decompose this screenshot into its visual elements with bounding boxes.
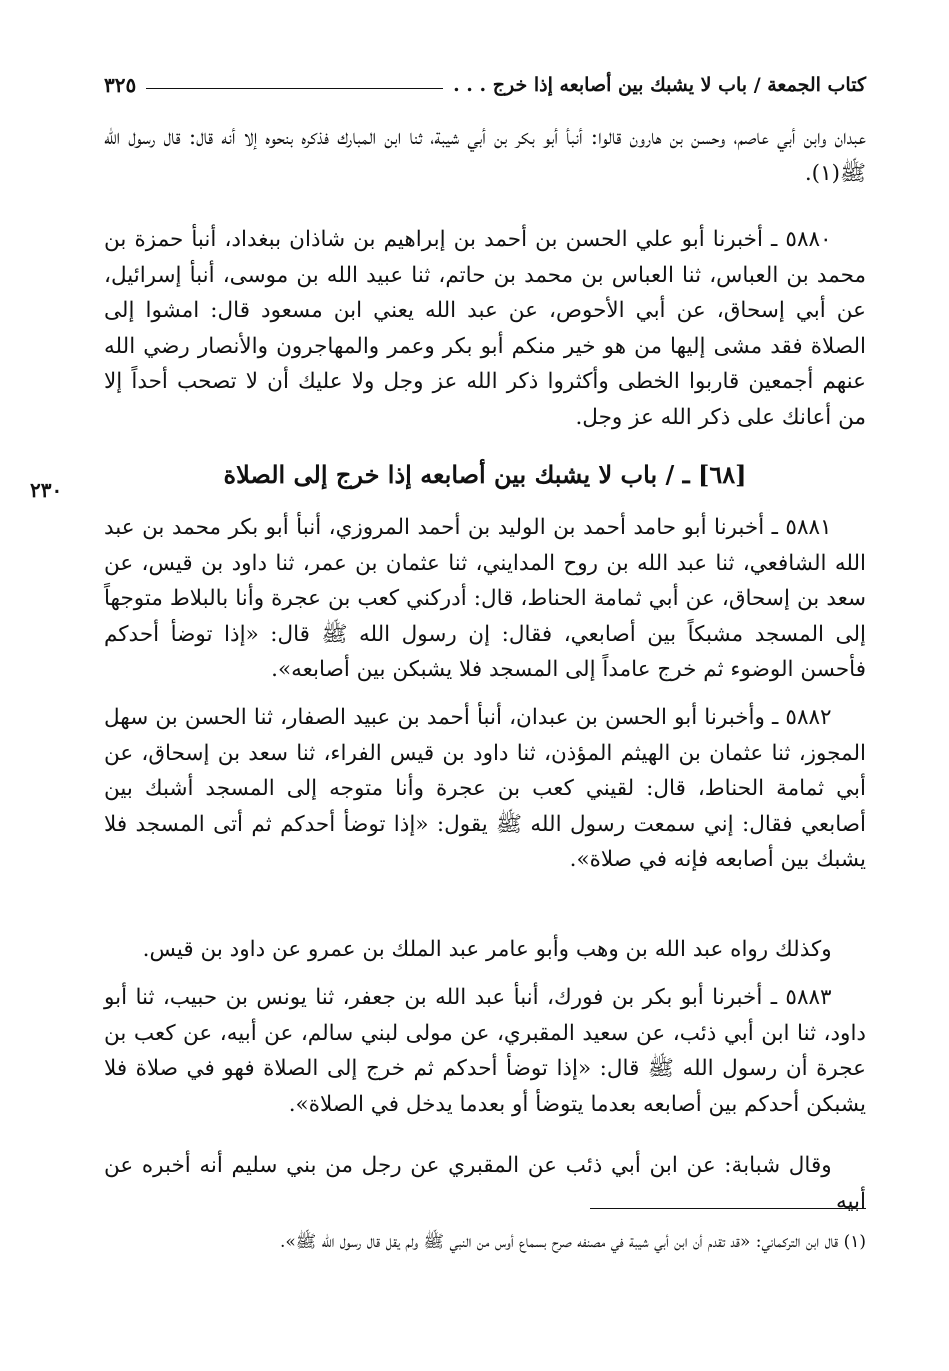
- body-text-hadith-5881: [104, 510, 866, 700]
- paragraph-hadith-5881: ٥٨٨١ ـ أخبرنا أبو حامد أحمد بن الوليد بن أحمد المروزي، أنبأ أبو بكر محمد بن عبد الله الشافعي، ثنا عبد الله بن روح المدايني، ثنا عثمان بن عمر، ثنا داود بن قيس، عن سعد بن إسحاق، عن أبي ثمامة الحناط، قال: أدركني كعب بن عجرة وأنا بالبلاط متوجهاً إلى المسجد مشبكاً بين أصابعي، فقال: إن رسول الله ﷺ قال: «إذا توضأ أحدكم فأحسن الوضوء ثم خرج عامداً إلى المسجد فلا يشبكن بين أصابعه».: [104, 515, 866, 682]
- running-head: [104, 70, 866, 100]
- paragraph-narration-note: وكذلك رواه عبد الله بن وهب وأبو عامر عبد الملك بن عمرو عن داود بن قيس.: [142, 937, 832, 962]
- chapter-heading: [٦٨] ـ / باب لا يشبك بين أصابعه إذا خرج إلى الصلاة: [223, 460, 747, 489]
- body-text-hadith-5882: [104, 700, 866, 890]
- paragraph-hadith-5883: ٥٨٨٣ ـ أخبرنا أبو بكر بن فورك، أنبأ عبد الله بن جعفر، ثنا يونس بن حبيب، ثنا أبو داود، ثنا ابن أبي ذئب، عن سعيد المقبري، عن مولى لبني سالم، عن أبيه، عن كعب بن عجرة أن رسول الله ﷺ قال: «إذا توضأ أحدكم ثم خرج إلى الصلاة فهو في صلاة فلا يشبكن أحدكم بين أصابعه بعدما يتوضأ أو بعدما يدخل في الصلاة».: [104, 985, 866, 1117]
- footnote: (١) قال ابن التركماني: «قد تقدم أن ابن أبي شيبة في مصنفه صرح بسماع أوس من النبي ﷺ ولم يقل قال رسول الله ﷺ».: [279, 1232, 866, 1252]
- body-text-shababa: [104, 1148, 866, 1231]
- paragraph-hadith-5880: ٥٨٨٠ ـ أخبرنا أبو علي الحسن بن أحمد بن إبراهيم بن شاذان ببغداد، أنبأ حمزة بن محمد بن العباس، ثنا العباس بن محمد بن حاتم، ثنا عبيد الله بن موسى، أنبأ إسرائيل، عن أبي إسحاق، عن أبي الأحوص، عن عبد الله يعني ابن مسعود قال: امشوا إلى الصلاة فقد مشى إليها من هو خير منكم أبو بكر وعمر والمهاجرون والأنصار رضي الله عنهم أجمعين قاربوا الخطى وأكثروا ذكر الله عز وجل ولا عليك أن لا تصحب أحداً إلا من أعانك على ذكر الله عز وجل.: [104, 227, 866, 430]
- running-head-rule: [146, 88, 443, 89]
- page-number: ٣٢٥: [104, 73, 137, 97]
- body-text-hadith-5880: [104, 222, 866, 447]
- paragraph-shababa: وقال شبابة: عن ابن أبي ذئب عن المقبري عن رجل من بني سليم أنه أخبره عن أبيه: [104, 1153, 866, 1214]
- footnote-rule: [590, 1208, 866, 1209]
- margin-manuscript-number: ٢٣٠: [30, 478, 63, 502]
- body-text-continuation: [104, 120, 866, 203]
- body-text-note: [104, 932, 866, 980]
- body-text-hadith-5883: [104, 980, 866, 1134]
- paragraph-hadith-5882: ٥٨٨٢ ـ وأخبرنا أبو الحسن بن عبدان، أنبأ أحمد بن عبيد الصفار، ثنا الحسن بن سهل المجوز، ثنا عثمان بن الهيثم المؤذن، ثنا داود بن قيس الفراء، ثنا سعد بن إسحاق، عن أبي ثمامة الحناط، قال: لقيني كعب بن عجرة وأنا متوجه إلى المسجد أشبك بين أصابعي فقال: إني سمعت رسول الله ﷺ يقول: «إذا توضأ أحدكم ثم أتى المسجد فلا يشبك بين أصابعه فإنه في صلاة».: [104, 705, 866, 872]
- running-head-title: كتاب الجمعة / باب لا يشبك بين أصابعه إذا خرج . . .: [453, 74, 866, 96]
- paragraph-continuation: عبدان وابن أبي عاصم، وحسن بن هارون قالوا: أنبأ أبو بكر بن أبي شيبة، ثنا ابن المبارك فذكره بنحوه إلا أنه قال: قال رسول الله ﷺ(١).: [104, 125, 866, 186]
